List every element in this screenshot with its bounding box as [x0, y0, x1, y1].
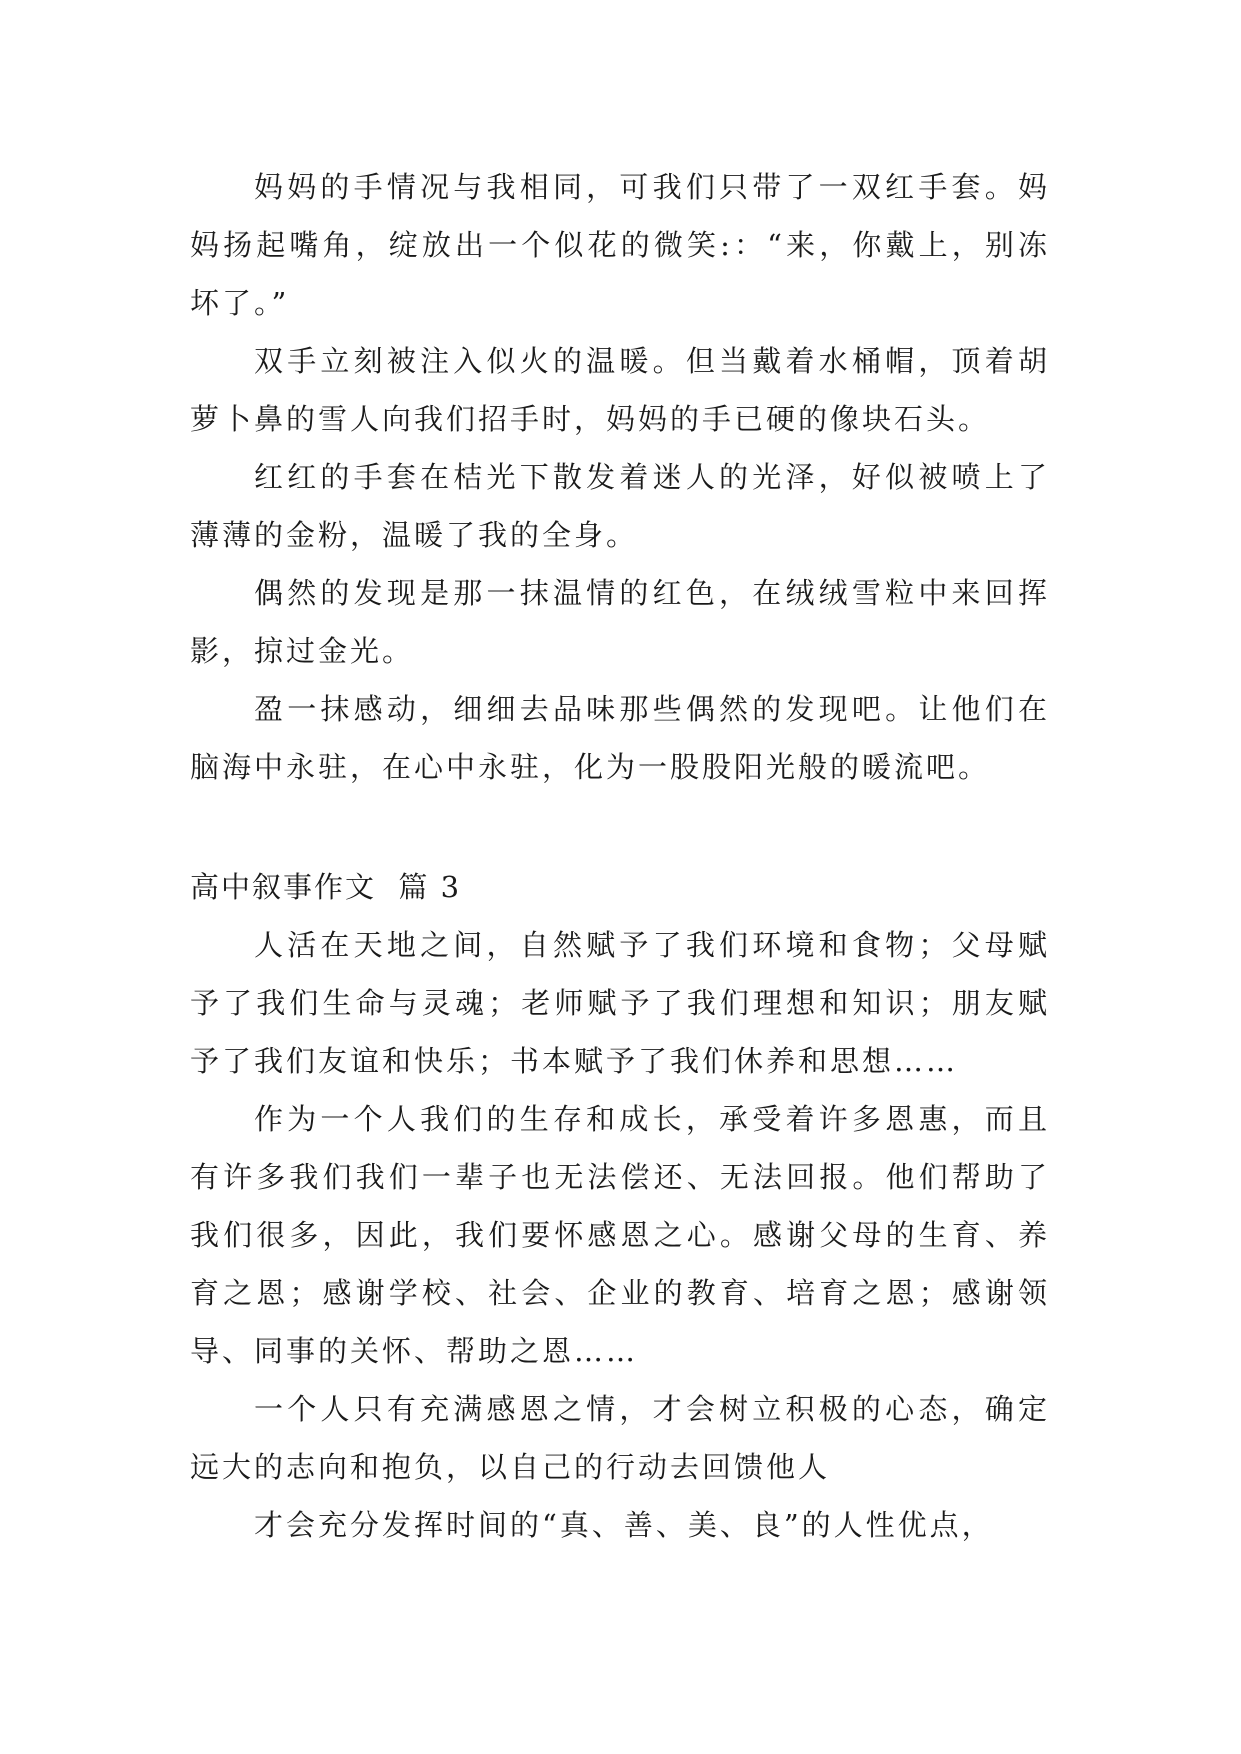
- section-heading: 高中叙事作文 篇 3: [190, 870, 462, 904]
- paragraph: 一个人只有充满感恩之情，才会树立积极的心态，确定远大的志向和抱负，以自己的行动去回馈他人: [190, 1392, 1050, 1484]
- paragraph: 人活在天地之间，自然赋予了我们环境和食物；父母赋予了我们生命与灵魂；老师赋予了我们理想和知识；朋友赋予了我们友谊和快乐；书本赋予了我们休养和思想……: [190, 928, 1050, 1078]
- paragraph: 才会充分发挥时间的“真、善、美、良”的人性优点，: [254, 1508, 994, 1542]
- essay-section-continued: [190, 158, 1050, 796]
- paragraph: 作为一个人我们的生存和成长，承受着许多恩惠，而且有许多我们我们一辈子也无法偿还、无法回报。他们帮助了我们很多，因此，我们要怀感恩之心。感谢父母的生育、养育之恩；感谢学校、社会、企业的教育、培育之恩；感谢领导、同事的关怀、帮助之恩……: [190, 1102, 1050, 1368]
- paragraph: 偶然的发现是那一抹温情的红色，在绒绒雪粒中来回挥影，掠过金光。: [190, 576, 1050, 668]
- paragraph: 双手立刻被注入似火的温暖。但当戴着水桶帽，顶着胡萝卜鼻的雪人向我们招手时，妈妈的手已硬的像块石头。: [190, 344, 1050, 436]
- paragraph: 红红的手套在桔光下散发着迷人的光泽，好似被喷上了薄薄的金粉，温暖了我的全身。: [190, 460, 1050, 552]
- paragraph: 妈妈的手情况与我相同，可我们只带了一双红手套。妈妈扬起嘴角，绽放出一个似花的微笑:：“来，你戴上，别冻坏了。”: [190, 170, 1050, 320]
- paragraph: 盈一抹感动，细细去品味那些偶然的发现吧。让他们在脑海中永驻，在心中永驻，化为一股股阳光般的暖流吧。: [190, 692, 1050, 784]
- essay-section-3: [190, 858, 1050, 1554]
